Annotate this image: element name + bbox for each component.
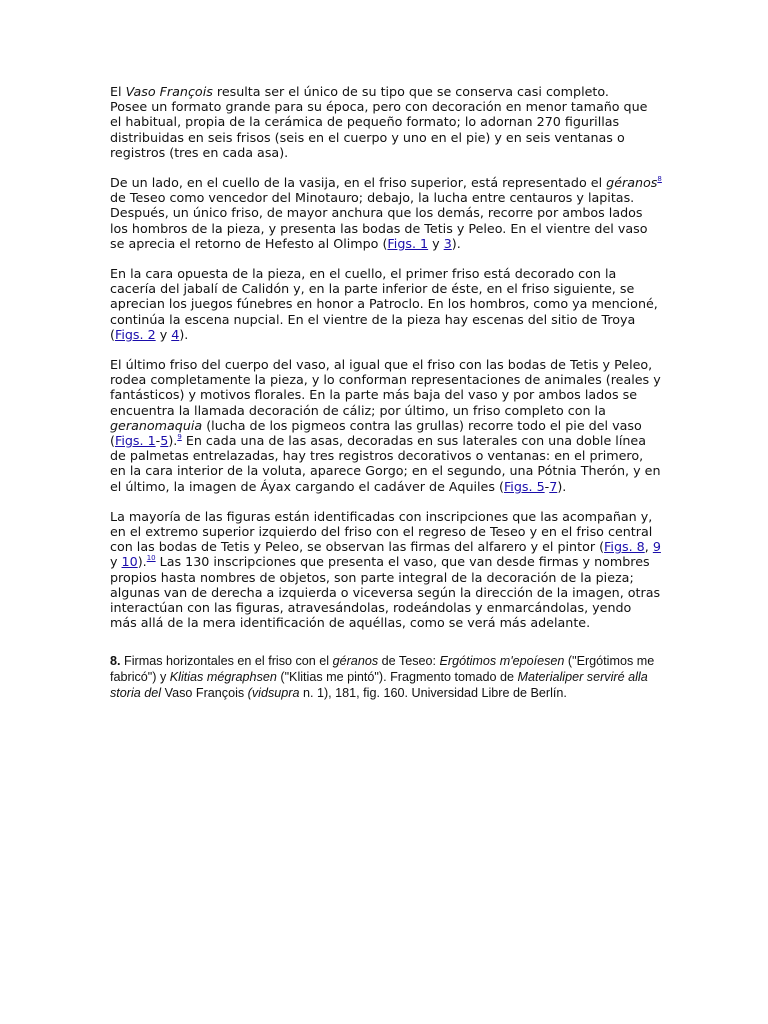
italic-text: géranos — [332, 653, 379, 668]
text-run: ). — [168, 433, 178, 449]
footnote-link[interactable]: 10 — [146, 554, 156, 563]
figure-link[interactable]: Figs. 1 — [114, 433, 156, 449]
document-page — [110, 84, 662, 701]
text-line — [110, 84, 662, 99]
text-line — [110, 114, 662, 129]
paragraph-2 — [110, 175, 662, 251]
figure-link[interactable]: Figs. 8 — [604, 539, 645, 555]
figure-link[interactable]: 3 — [443, 235, 452, 251]
italic-text: Klitias mégraphsen — [169, 669, 277, 684]
figure-link[interactable]: 9 — [652, 539, 661, 555]
text-run: de Teseo como vencedor del Minotauro; debajo, la lucha entre centauros y lapitas. Después, un único friso, de mayor anchura que los demás, recorre por ambos lados los hombros de la pieza, y presenta las bodas de Tetis y Peleo. En el vientre del vaso se aprecia el retorno de Hefesto al Olimpo ( — [110, 190, 648, 251]
text-run: Vaso François — [161, 685, 248, 700]
text-run: El — [110, 84, 126, 99]
paragraph-4 — [110, 357, 662, 494]
text-run: En cada una de las asas, decoradas en sus laterales con una doble línea de palmetas entrelazadas, hay tres registros decorativos o ventanas: en el primero, en la cara interior de la voluta, aparece Gorgo; en el segundo, una Pótnia Therón, y en el último, la imagen de Áyax cargando el cadáver de Aquiles ( — [110, 433, 661, 494]
text-run: Las 130 inscripciones que presenta el vaso, que van desde firmas y nombres propios hasta nombres de objetos, son parte integral de la decoración de la pieza; algunas van de derecha a izquierda o viceversa según la dirección de la imagen, otras interactúan con las figuras, atravesándolas, rodeándolas y enmarcándolas, yendo más allá de la mera identificación de aquéllas, como se verá más adelante. — [110, 554, 661, 631]
text-run: registros (tres en cada asa). — [110, 144, 289, 160]
italic-text: (vidsupra — [247, 685, 300, 700]
figure-link[interactable]: 7 — [549, 478, 558, 494]
italic-text: géranos — [606, 175, 658, 191]
text-run: (lucha de los pigmeos contra las grullas) recorre todo el pie del vaso ( — [110, 417, 642, 449]
text-run: y — [155, 326, 172, 342]
figure-link[interactable]: 5 — [160, 433, 169, 449]
figure-caption — [110, 653, 662, 701]
figure-link[interactable]: 4 — [171, 326, 180, 342]
text-run: y — [428, 235, 444, 251]
paragraph-5 — [110, 509, 662, 631]
text-run: distribuidas en seis frisos (seis en el cuerpo y uno en el pie) y en seis ventanas o — [110, 129, 625, 145]
text-run: En la cara opuesta de la pieza, en el cuello, el primer friso está decorado con la cacería del jabalí de Calidón y, en la parte inferior de éste, en el friso siguiente, se aprecian los juegos fúnebres en honor a Patroclo. En los hombros, como ya mencioné, continúa la escena nupcial. En el vientre de la pieza hay escenas del sitio de Troya ( — [110, 266, 658, 342]
text-run: resulta ser el único de su tipo que se conserva casi completo. — [212, 84, 609, 99]
text-run: - — [155, 433, 161, 449]
text-run: La mayoría de las figuras están identificadas con inscripciones que las acompañan y, en el extremo superior izquierdo del friso con el regreso de Teseo y en el friso central con las bodas de Tetis y Peleo, se observan las firmas del alfarero y el pintor ( — [110, 508, 653, 555]
text-run: de Teseo: — [378, 653, 440, 668]
text-run: ). — [137, 554, 147, 570]
text-run: Firmas horizontales en el friso con el — [120, 653, 333, 668]
text-line — [110, 99, 662, 114]
text-run: ). — [557, 478, 567, 494]
italic-text: geranomaquia — [110, 417, 203, 433]
italic-text: Vaso François — [125, 84, 213, 99]
footnote-ref — [657, 175, 661, 183]
figure-link[interactable]: 10 — [121, 554, 138, 570]
paragraph-3 — [110, 266, 662, 342]
caption-text — [110, 654, 654, 700]
caption-number: 8. — [110, 653, 121, 668]
text-line — [110, 130, 662, 145]
footnote-ref — [147, 554, 156, 562]
paragraph-1 — [110, 84, 662, 160]
footnote-link[interactable]: 8 — [657, 175, 662, 184]
text-run: ). — [179, 326, 189, 342]
text-run: n. 1), 181, fig. 160. Universidad Libre de Berlín. — [299, 685, 567, 700]
figure-link[interactable]: Figs. 5 — [503, 478, 545, 494]
figure-link[interactable]: Figs. 2 — [114, 326, 156, 342]
text-run: ("Ergótimos me fabricó") y — [110, 653, 655, 684]
text-run: el habitual, propia de la cerámica de pequeño formato; lo adornan 270 figurillas — [110, 114, 620, 130]
text-run: ). — [451, 235, 461, 251]
italic-text: Ergótimos m'epoíesen — [439, 653, 565, 668]
text-line — [110, 145, 662, 160]
text-run: - — [544, 478, 550, 494]
text-run: y — [110, 554, 122, 570]
footnote-link[interactable]: 9 — [177, 433, 182, 442]
figure-link[interactable]: Figs. 1 — [387, 235, 429, 251]
text-run: De un lado, en el cuello de la vasija, en el friso superior, está representado el — [110, 175, 607, 191]
italic-text: Materialiper serviré alla storia del — [110, 669, 648, 700]
text-run: El último friso del cuerpo del vaso, al igual que el friso con las bodas de Tetis y Peleo, rodea completamente la pieza, y lo conforman representaciones de animales (reales y fantásticos) y motivos florales. En la parte más baja del vaso y por ambos lados se encuentra la llamada decoración de cáliz; por último, un friso completo con la — [110, 357, 661, 418]
text-run: , — [644, 539, 653, 555]
text-run: ("Klitias me pintó"). Fragmento tomado de — [276, 669, 518, 684]
text-run: Posee un formato grande para su época, pero con decoración en menor tamaño que — [110, 99, 648, 115]
